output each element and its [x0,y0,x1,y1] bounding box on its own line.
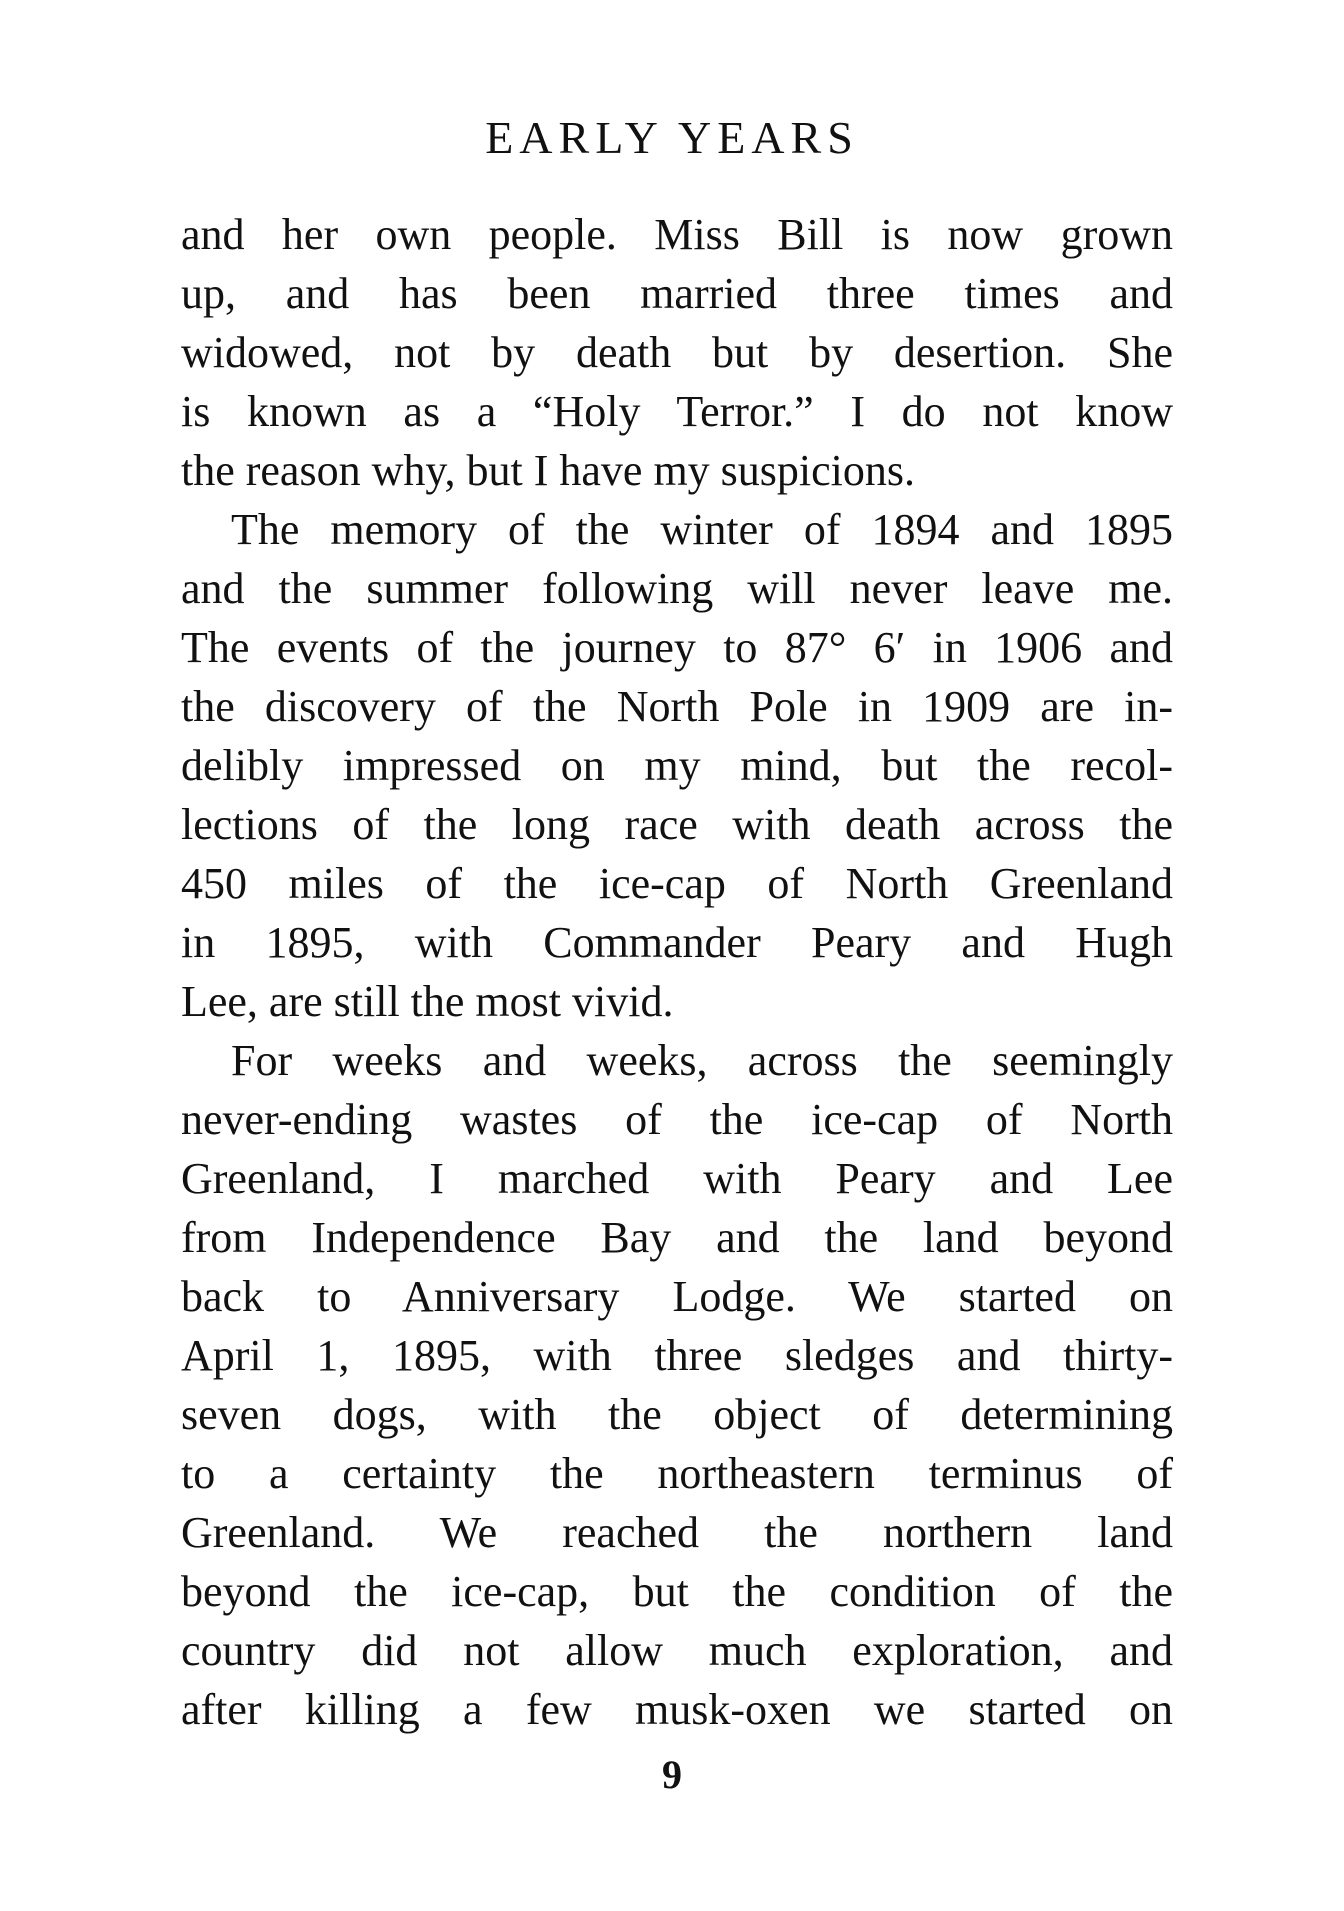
text-line: the reason why, but I have my suspicions. [181,446,916,495]
body-text [181,205,1173,1739]
text-line: and the summer following will never leave me. [181,564,1173,613]
text-line: lections of the long race with death across the [181,800,1173,849]
text-line: For weeks and weeks, across the seemingly [231,1036,1173,1085]
text-line: after killing a few musk-oxen we started on [181,1685,1173,1734]
text-line: Greenland. We reached the northern land [181,1508,1173,1557]
text-line: and her own people. Miss Bill is now grown [181,210,1173,259]
text-line: The memory of the winter of 1894 and 1895 [231,505,1173,554]
text-line: never-ending wastes of the ice-cap of North [181,1095,1173,1144]
text-line: the discovery of the North Pole in 1909 are in- [181,682,1173,731]
text-line: Lee, are still the most vivid. [181,977,674,1026]
text-line: country did not allow much exploration, and [181,1626,1173,1675]
text-line: is known as a “Holy Terror.” I do not know [181,387,1173,436]
text-line: from Independence Bay and the land beyond [181,1213,1173,1262]
text-line: up, and has been married three times and [181,269,1173,318]
text-line: seven dogs, with the object of determining [181,1390,1173,1439]
text-line: Greenland, I marched with Peary and Lee [181,1154,1173,1203]
text-line: widowed, not by death but by desertion. She [181,328,1173,377]
text-line: 450 miles of the ice-cap of North Greenland [181,859,1173,908]
text-line: The events of the journey to 87° 6′ in 1906 and [181,623,1173,672]
text-line: back to Anniversary Lodge. We started on [181,1272,1173,1321]
text-line: April 1, 1895, with three sledges and thirty- [181,1331,1173,1380]
text-line: delibly impressed on my mind, but the recol- [181,741,1173,790]
running-head: EARLY YEARS [485,112,859,163]
text-line: beyond the ice-cap, but the condition of the [181,1567,1173,1616]
page-number: 9 [662,1752,682,1797]
text-line: in 1895, with Commander Peary and Hugh [181,918,1173,967]
text-line: to a certainty the northeastern terminus of [181,1449,1173,1498]
